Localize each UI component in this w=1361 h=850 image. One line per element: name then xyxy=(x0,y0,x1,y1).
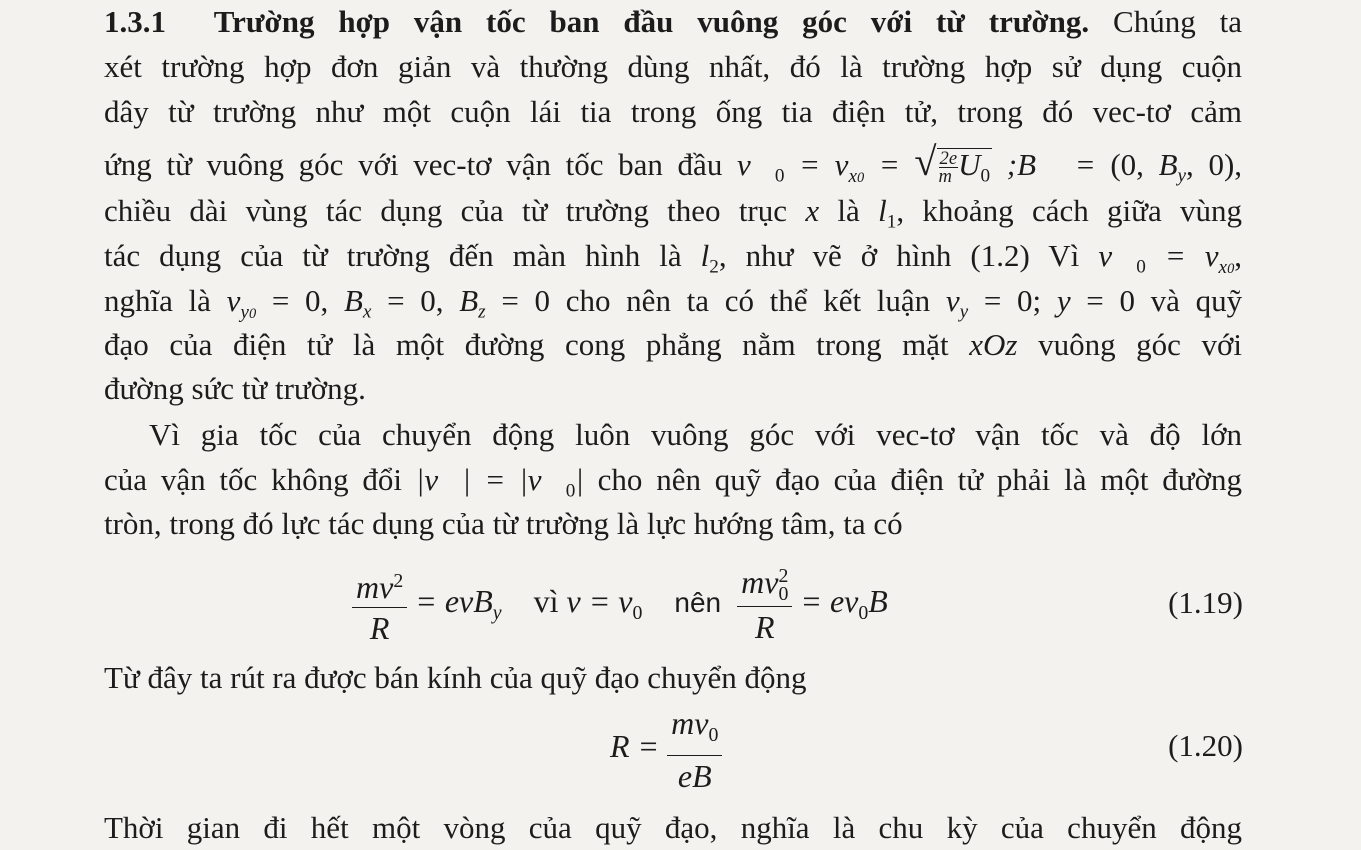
math-conclusion: $v_y = 0$; y = 0 xyxy=(945,283,1135,323)
equation-1-19: $\frac{mv^2}{R}$ = evB$_y$ vì $v = v_0$ nên mv 2 0 R = $ev_0B$ xyxy=(352,563,888,646)
text-run: nghĩa là xyxy=(104,283,211,318)
paragraph-line: đường sức từ trường. xyxy=(104,371,366,406)
text-run: đạo của điện tử là một đường cong phẳng nằm trong mặt xyxy=(104,327,949,362)
text-run: của vận tốc không đổi xyxy=(104,462,403,497)
paragraph-line xyxy=(104,323,1242,367)
text-run: và quỹ xyxy=(1150,283,1243,318)
paragraph-line xyxy=(104,413,1242,457)
paragraph-line: xét trường hợp đơn giản và thường dùng nhất, đó là trường hợp sử dụng cuộn xyxy=(104,49,1242,84)
paragraph-line: tròn, trong đó lực tác dụng của từ trường là lực hướng tâm, ta có xyxy=(104,506,903,541)
equation-word-vi: vì xyxy=(533,582,559,619)
text-run: , khoảng cách giữa vùng xyxy=(896,193,1243,228)
text-run: , như vẽ ở hình (1.2) Vì xyxy=(718,238,1080,273)
math-x: x xyxy=(805,193,820,228)
text-run: là xyxy=(837,193,860,228)
paragraph-line: Từ đây ta rút ra được bán kính của quỹ đạo chuyển động xyxy=(104,660,807,695)
equation-word-nen: nên xyxy=(674,586,722,618)
paragraph-line: Thời gian đi hết một vòng của quỹ đạo, nghĩa là chu kỳ của chuyển động xyxy=(104,810,1242,845)
math-conditions: $v_{y0} = 0$, $B_x = 0$, $B_z = 0$ xyxy=(226,283,551,323)
math-l2: $l_2$ xyxy=(700,238,719,278)
section-number: 1.3.1 xyxy=(104,4,166,39)
equation-number: (1.19) xyxy=(1168,585,1243,620)
text-run: vuông góc với xyxy=(1038,327,1243,362)
text-run: Vì gia tốc của chuyển động luôn vuông góc với vec-tơ vận tốc và độ lớn xyxy=(149,417,1242,452)
equation-number: (1.20) xyxy=(1168,728,1243,763)
section-lead-text: Chúng ta xyxy=(1113,4,1242,39)
velocity-formula: $v⃗_0 = v_{x0}$ = √ $\frac{2e}{m}$ $U_0$ ;B⃗ = (0, $B_y$, 0), xyxy=(737,147,1242,182)
paragraph-line: dây từ trường như một cuộn lái tia trong ống tia điện tử, trong đó vec-tơ cảm xyxy=(104,94,1242,129)
section-heading-line xyxy=(104,0,1242,44)
math-xoz: xOz xyxy=(969,327,1018,362)
math-v0-equals-vx0: $v⃗_0 = v_{x0}$, xyxy=(1098,238,1243,278)
text-run: cho nên quỹ đạo của điện tử phải là một đường xyxy=(597,462,1243,497)
section-title: Trường hợp vận tốc ban đầu vuông góc với từ trường. xyxy=(213,4,1090,39)
math-l1: $l_1$ xyxy=(878,193,897,233)
math-speed-constant: |v⃗| = $|v⃗_0|$ xyxy=(415,462,584,502)
equation-1-20: R = $\frac{mv_0}{eB}$ xyxy=(610,705,722,794)
text-run: ứng từ vuông góc với vec-tơ vận tốc ban đầu xyxy=(104,147,723,182)
text-run: tác dụng của từ trường đến màn hình là xyxy=(104,238,682,273)
text-run: chiều dài vùng tác dụng của từ trường theo trục xyxy=(104,193,788,228)
text-run: cho nên ta có thể kết luận xyxy=(565,283,931,318)
